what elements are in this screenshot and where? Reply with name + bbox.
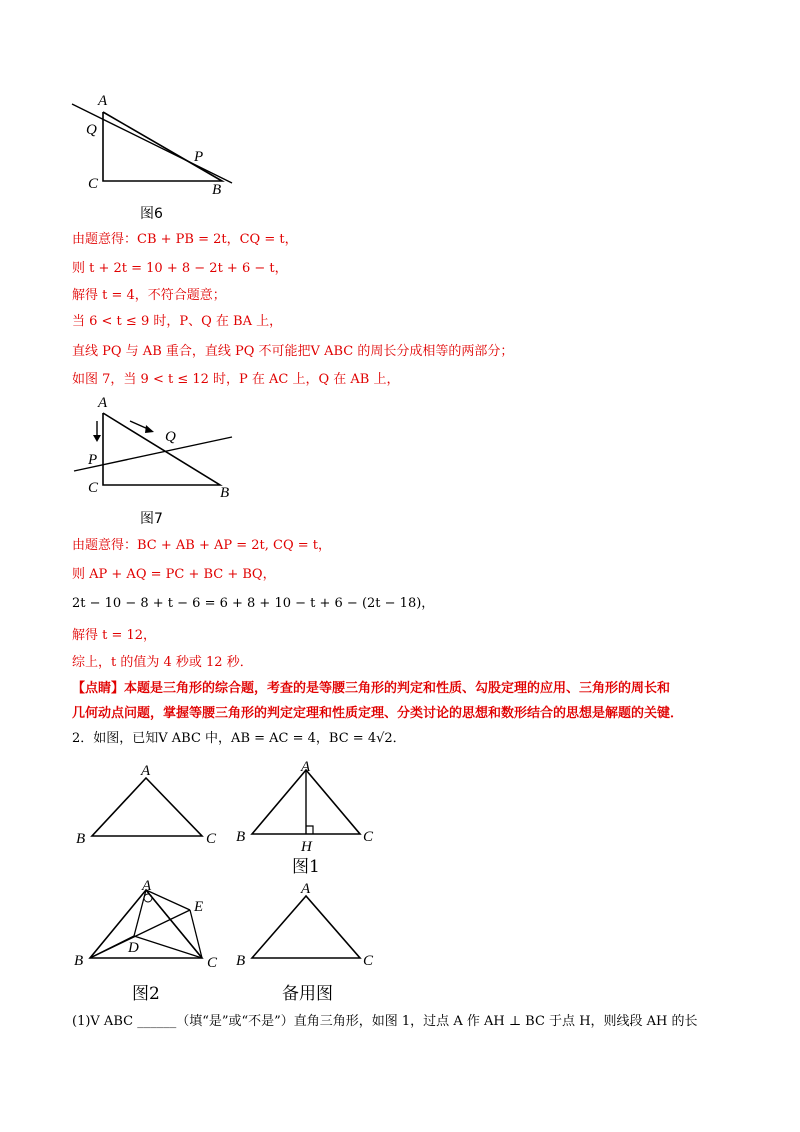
solution-line: 如图 7，当 9 < t ≤ 12 时，P 在 AC 上，Q 在 AB 上， (72, 372, 400, 387)
label-C: C (207, 955, 218, 971)
label-D: D (128, 940, 139, 956)
label-A: A (98, 93, 108, 109)
label-P: P (194, 149, 204, 165)
label-A: A (141, 763, 151, 779)
figure-1 (230, 760, 390, 855)
label-C: C (88, 176, 99, 192)
label-B: B (74, 953, 84, 969)
triangle-figure (70, 760, 230, 850)
label-B: B (236, 953, 246, 969)
figure-1-caption: 图1 (292, 857, 320, 877)
figure-7 (60, 393, 250, 503)
solution-line: 当 6 < t ≤ 9 时，P、Q 在 BA 上， (72, 314, 283, 329)
label-Q: Q (86, 122, 97, 138)
label-C: C (88, 480, 99, 496)
figure-2-caption: 图2 (132, 984, 160, 1004)
figure-6 (60, 90, 250, 200)
solution-line: 由题意得：BC + AB + AP = 2t, CQ = t， (72, 538, 332, 553)
label-C: C (206, 831, 217, 847)
label-B: B (220, 485, 230, 501)
figure-7-caption: 图7 (140, 511, 163, 527)
label-Q: Q (165, 429, 176, 445)
label-A: A (301, 881, 311, 897)
solution-line: 2t − 10 − 8 + t − 6 = 6 + 8 + 10 − t + 6 − (2t − 18)， (72, 596, 435, 611)
solution-line: 解得 t = 4，不符合题意； (72, 288, 226, 303)
figure-6-caption: 图6 (140, 206, 163, 222)
solution-line: 则 AP + AQ = PC + BC + BQ， (72, 567, 276, 582)
spare-figure (230, 878, 390, 973)
solution-line: 则 t + 2t = 10 + 8 − 2t + 6 − t， (72, 261, 288, 276)
question-1: (1)V ABC ______（填“是”或“不是”）直角三角形，如图 1，过点 A 作 AH ⊥ BC 于点 H，则线段 AH 的长 (72, 1014, 698, 1029)
label-P: P (88, 452, 98, 468)
solution-line: 由题意得：CB + PB = 2t，CQ = t， (72, 232, 298, 247)
label-B: B (76, 831, 86, 847)
label-B: B (212, 182, 222, 198)
label-C: C (363, 829, 374, 845)
spare-figure-caption: 备用图 (282, 984, 333, 1004)
comment-line-1: 【点睛】本题是三角形的综合题，考查的是等腰三角形的判定和性质、勾股定理的应用、三角形的周长和 (72, 681, 671, 696)
label-B: B (236, 829, 246, 845)
label-E: E (194, 899, 204, 915)
label-C: C (363, 953, 374, 969)
label-A: A (142, 878, 152, 894)
label-H: H (301, 839, 312, 855)
comment-line-2: 几何动点问题，掌握等腰三角形的判定定理和性质定理、分类讨论的思想和数形结合的思想是解题的关键． (72, 706, 684, 721)
label-A: A (301, 760, 311, 775)
label-A: A (98, 395, 108, 411)
figure-2 (70, 878, 230, 973)
solution-line: 解得 t = 12， (72, 628, 157, 643)
solution-line: 综上，t 的值为 4 秒或 12 秒． (72, 655, 253, 670)
problem-2-statement: 2．如图，已知V ABC 中，AB = AC = 4，BC = 4√2． (72, 731, 406, 746)
solution-line: 直线 PQ 与 AB 重合，直线 PQ 不可能把V ABC 的周长分成相等的两部分； (72, 344, 514, 359)
